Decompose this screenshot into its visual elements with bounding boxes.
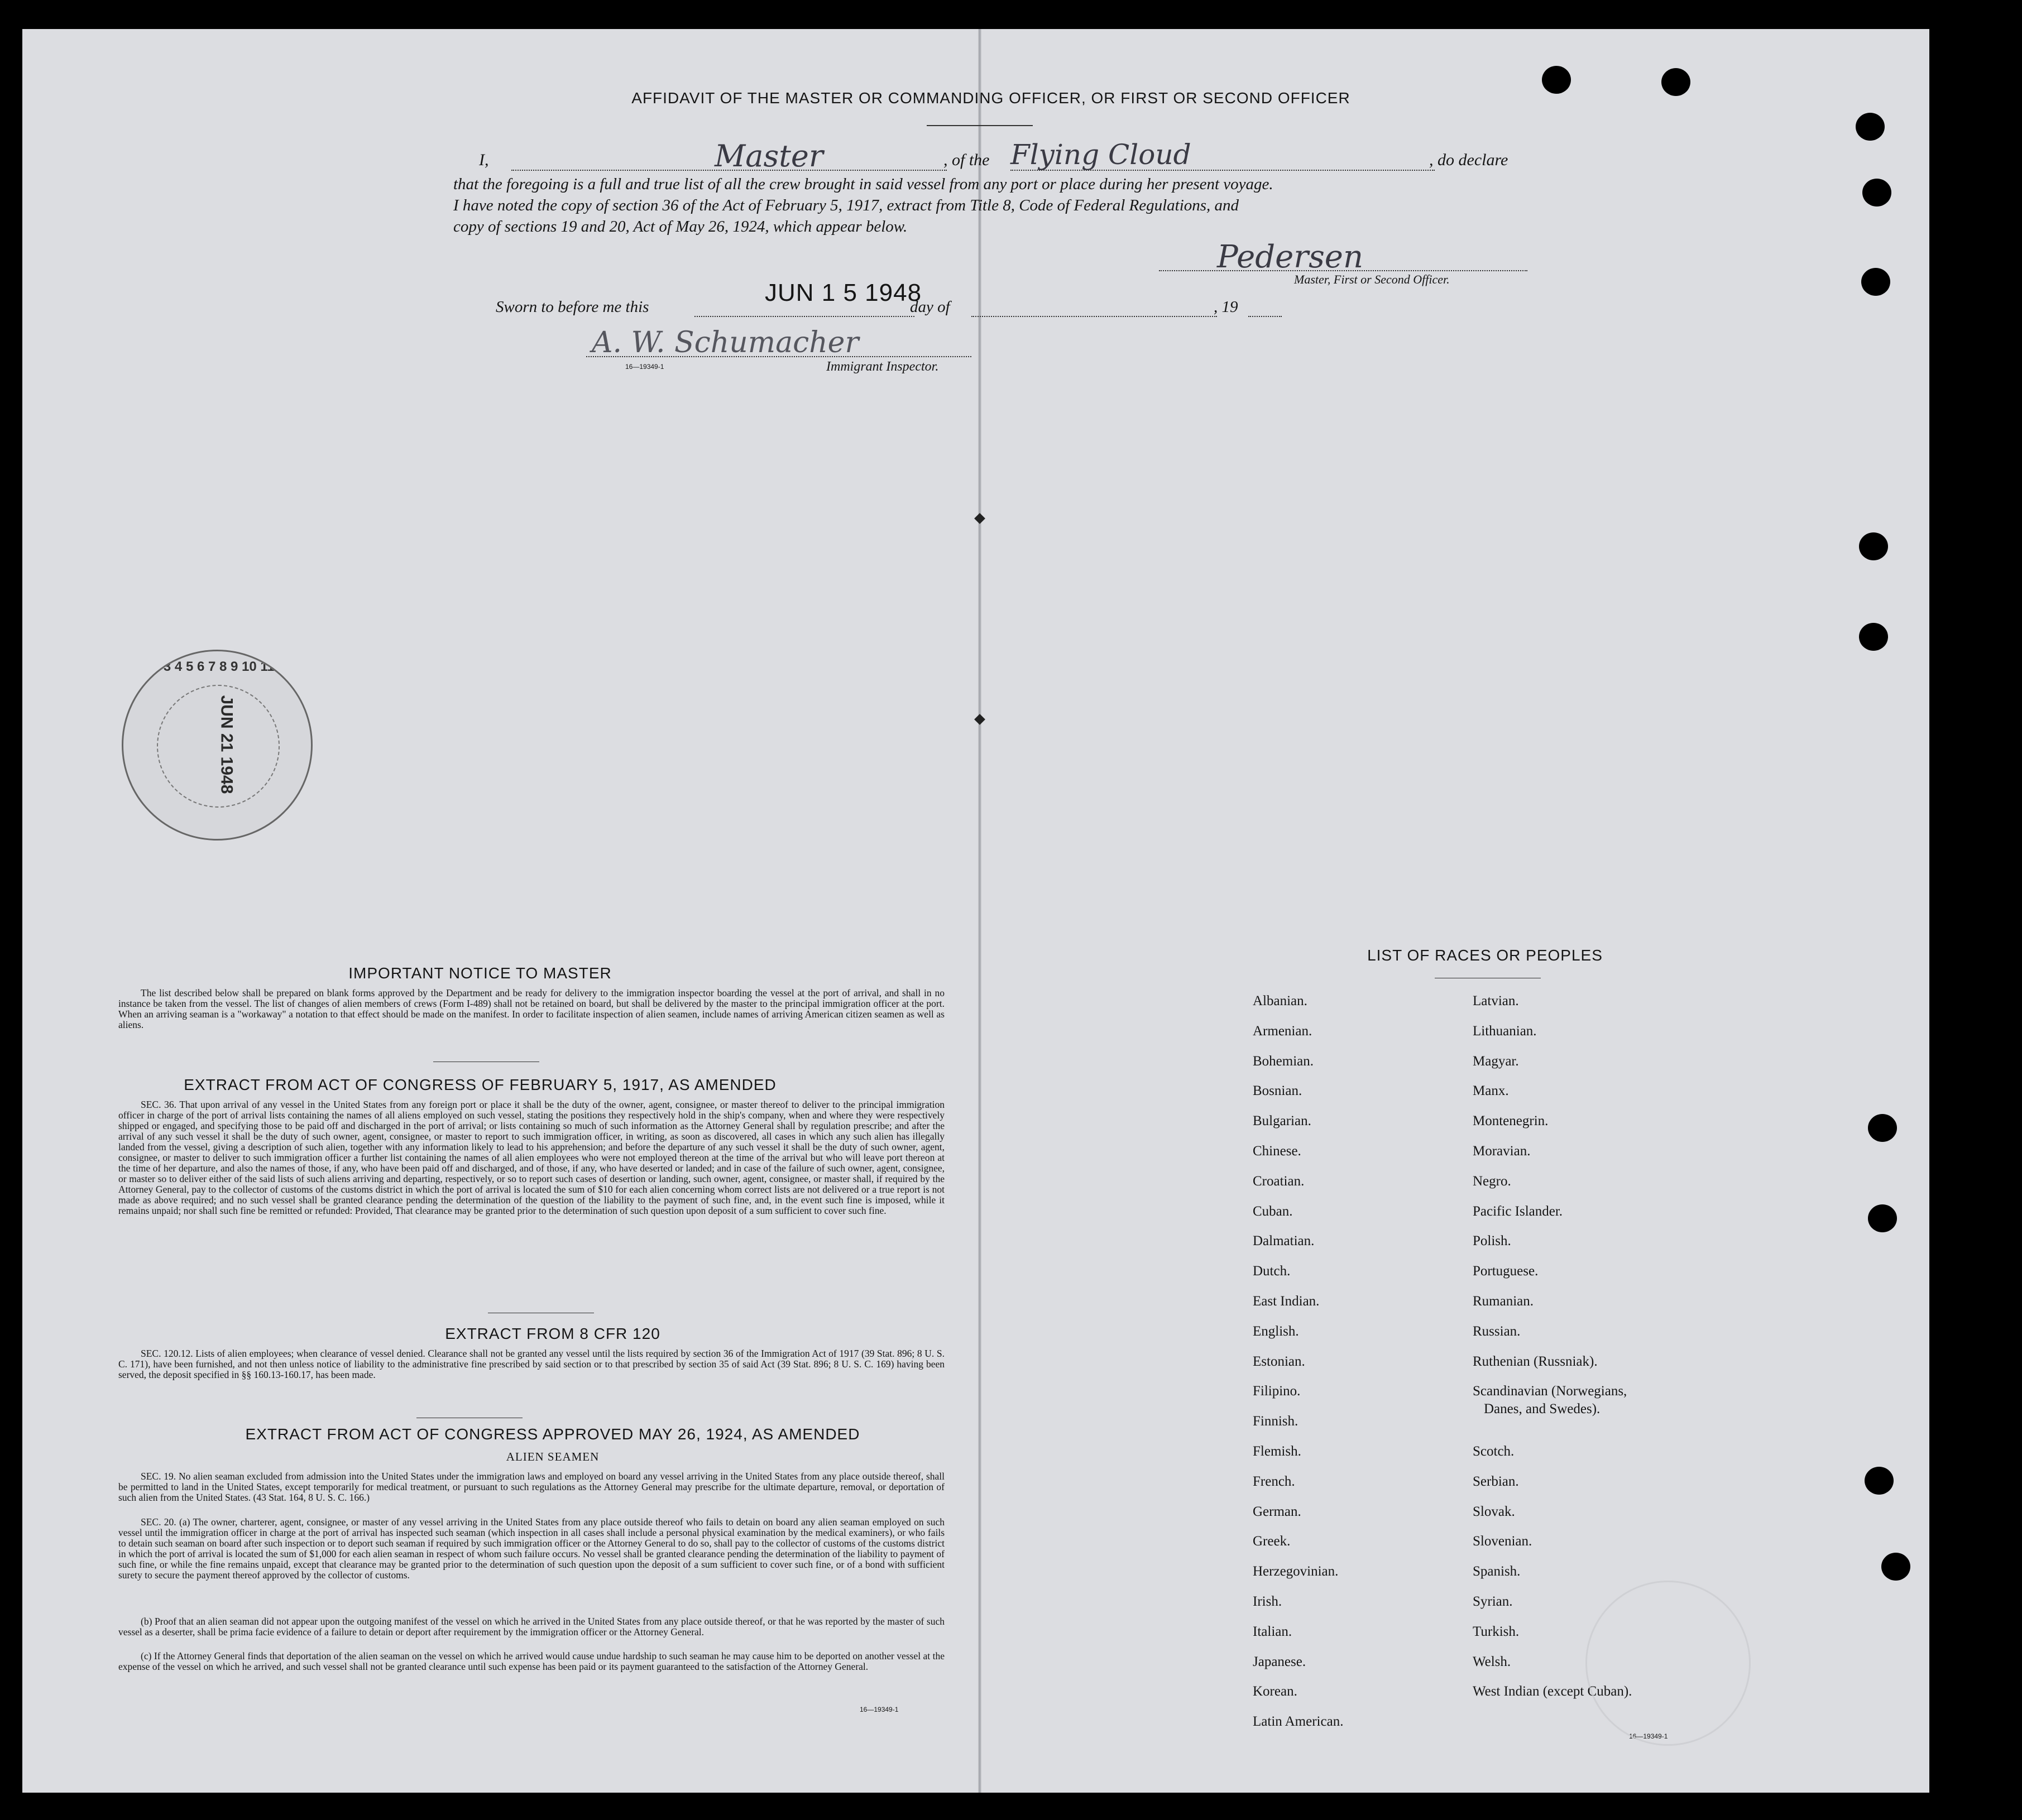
affidavit-line-4: copy of sections 19 and 20, Act of May 26, 1924, which appear below. <box>453 218 908 236</box>
race-item: Slovak. <box>1473 1504 1515 1519</box>
race-item: Armenian. <box>1253 1023 1312 1039</box>
race-item: Manx. <box>1473 1083 1509 1099</box>
race-item: German. <box>1253 1504 1301 1519</box>
officer-signature: Pedersen <box>1217 239 1364 275</box>
punch-hole <box>1542 66 1571 94</box>
punch-hole <box>1862 179 1891 207</box>
extract-form-number: 16—19349-1 <box>860 1706 899 1713</box>
race-item: Turkish. <box>1473 1624 1520 1639</box>
affidavit-title: AFFIDAVIT OF THE MASTER OR COMMANDING OFFICER, OR FIRST OR SECOND OFFICER <box>631 89 1350 107</box>
punch-hole <box>1861 268 1890 296</box>
master-handwritten: Master <box>715 138 823 174</box>
race-item: Korean. <box>1253 1684 1297 1699</box>
race-item: Filipino. <box>1253 1384 1301 1399</box>
race-item: Bulgarian. <box>1253 1113 1311 1129</box>
signature-line <box>1159 270 1527 271</box>
punch-hole <box>1856 113 1885 141</box>
race-item: Lithuanian. <box>1473 1023 1537 1039</box>
fold-mark <box>974 714 985 725</box>
stamp-date: JUN 21 1948 <box>217 695 236 794</box>
race-item: Italian. <box>1253 1624 1292 1639</box>
extract-cfr-title: EXTRACT FROM 8 CFR 120 <box>445 1325 660 1342</box>
race-item: French. <box>1253 1473 1295 1489</box>
race-item: Dalmatian. <box>1253 1233 1315 1249</box>
race-item: Slovenian. <box>1473 1534 1532 1549</box>
notice-title: IMPORTANT NOTICE TO MASTER <box>348 964 612 982</box>
race-item: Croatian. <box>1253 1173 1305 1189</box>
race-item: Herzegovinian. <box>1253 1564 1339 1579</box>
race-item: Moravian. <box>1473 1144 1531 1159</box>
day-of-text: day of <box>910 298 950 316</box>
race-item: Albanian. <box>1253 993 1307 1009</box>
race-item: Chinese. <box>1253 1144 1301 1159</box>
race-item: Portuguese. <box>1473 1264 1539 1279</box>
race-item: East Indian. <box>1253 1294 1320 1309</box>
race-item: Montenegrin. <box>1473 1113 1549 1129</box>
of-the-text: , of the <box>943 151 990 169</box>
extract-cfr-body: SEC. 120.12. Lists of alien employees; when clearance of vessel denied. Clearance shall not be granted any vessel until the lists required by section 36 of the Immigration Act of 1917 (39 Stat. 896; 8 U. S. C. 171), have been furnished, and not then unless notice of liability to the administrative fine prescribed by said section or to that prescribed by section 35 of said Act (39 Stat. 896; 8 U. S. C. 169) having been served, the deposit specified in §§ 160.13-160.17, has been made. <box>118 1348 945 1380</box>
punch-hole <box>1881 1553 1910 1581</box>
fold-mark <box>974 513 985 524</box>
race-item: Serbian. <box>1473 1473 1519 1489</box>
extract-1924-sec19: SEC. 19. No alien seaman excluded from admission into the United States under the immigration laws and employed on board any vessel arriving in the United States from any place outside thereof, shall be permitted to land in the United States, except temporarily for medical treatment, or pursuant to such regulations as the Attorney General may prescribe for the ultimate departure, removal, or deportation of such alien from the United States. (43 Stat. 164, 8 U. S. C. 166.) <box>118 1471 945 1503</box>
races-title: LIST OF RACES OR PEOPLES <box>1367 947 1603 964</box>
race-item: Polish. <box>1473 1233 1511 1249</box>
inspector-signature: A. W. Schumacher <box>592 326 859 359</box>
race-item: Danes, and Swedes). <box>1484 1401 1601 1417</box>
sworn-date-line <box>694 316 914 317</box>
extract-1924-subtitle: ALIEN SEAMEN <box>506 1450 600 1463</box>
extract-1924-sec20a: SEC. 20. (a) The owner, charterer, agent, consignee, or master of any vessel arriving in the United States from any place outside thereof who fails to detain on board any alien seaman employed on such vessel until the immigration officer in charge at the port of arrival has inspected such seaman (which inspection in all cases shall include a personal physical examination by the medical examiners), or who fails to detain such seaman on board after such inspection or to deport such seaman if required by such immigration officer or the Attorney General to do so, shall pay to the collector of customs of the customs district in which the port of arrival is located the sum of $1,000 for each alien seaman in respect of whom such failure occurs. No vessel shall be granted clearance pending the determination of the liability to payment of such fine, or while the fine remains unpaid, except that clearance may be granted prior to the determination of such question upon the deposit of a sum sufficient to cover such fine, or of a bond with sufficient surety to secure the payment thereof approved by the collector of customs. <box>118 1516 945 1581</box>
race-item: Finnish. <box>1253 1414 1299 1429</box>
race-item: Spanish. <box>1473 1564 1521 1579</box>
inspector-line <box>586 356 971 357</box>
race-item: Greek. <box>1253 1534 1291 1549</box>
punch-hole <box>1661 68 1690 96</box>
race-item: Dutch. <box>1253 1264 1291 1279</box>
race-item: Welsh. <box>1473 1654 1511 1669</box>
race-item: Latin American. <box>1253 1714 1344 1730</box>
received-date-stamp <box>122 650 313 841</box>
race-item: West Indian (except Cuban). <box>1473 1684 1632 1699</box>
vessel-handwritten: Flying Cloud <box>1010 138 1191 171</box>
punch-hole <box>1868 1204 1897 1232</box>
do-declare-text: , do declare <box>1429 151 1508 169</box>
race-item: Russian. <box>1473 1323 1521 1339</box>
race-item: Magyar. <box>1473 1053 1519 1069</box>
affidavit-i: I, <box>479 151 489 169</box>
races-form-number: 16—19349-1 <box>1629 1732 1668 1740</box>
race-item: Flemish. <box>1253 1444 1301 1459</box>
notice-body: The list described below shall be prepared on blank forms approved by the Department and be ready for delivery to the immigration inspector boarding the vessel at the port of arrival, and shall in no instance be taken from the vessel. The list of changes of alien members of crews (Form I-489) shall not be retained on board, but shall be delivered by the master to the principal immigration officer at the port. When an arriving seaman is a "workaway" a notation to that effect should be made on the manifest. In order to facilitate inspection of alien seamen, include names of arriving American citizen seamen as well as aliens. <box>118 987 945 1030</box>
race-item: Scandinavian (Norwegians, <box>1473 1384 1627 1399</box>
punch-hole <box>1859 623 1888 651</box>
signature-caption: Master, First or Second Officer. <box>1294 272 1450 286</box>
sworn-date-stamp: JUN 1 5 1948 <box>765 279 922 306</box>
year-prefix: , 19 <box>1214 298 1238 316</box>
race-item: Ruthenian (Russniak). <box>1473 1353 1598 1369</box>
form-sheet <box>22 29 1929 1793</box>
punch-hole <box>1859 532 1888 560</box>
race-item: Syrian. <box>1473 1594 1513 1609</box>
race-item: Bohemian. <box>1253 1053 1314 1069</box>
inspector-caption: Immigrant Inspector. <box>826 359 939 374</box>
race-item: Cuban. <box>1253 1203 1293 1219</box>
race-item: Bosnian. <box>1253 1083 1302 1099</box>
center-fold <box>978 29 981 1793</box>
year-line <box>1248 316 1282 317</box>
race-item: Scotch. <box>1473 1444 1515 1459</box>
race-item: English. <box>1253 1323 1299 1339</box>
race-item: Irish. <box>1253 1594 1282 1609</box>
race-item: Pacific Islander. <box>1473 1203 1563 1219</box>
form-number-small: 16—19349-1 <box>625 363 664 371</box>
affidavit-line-2: that the foregoing is a full and true list of all the crew brought in said vessel from any port or place during her present voyage. <box>453 175 1273 193</box>
extract-1924-sec20b: (b) Proof that an alien seaman did not appear upon the outgoing manifest of the vessel on which he arrived in the United States from any place outside thereof, or that he was reported by the master of such vessel as a deserter, shall be prima facie evidence of a failure to detain or deport after requirement by the immigration officer or the Attorney General. <box>118 1616 945 1637</box>
extract-1917-title: EXTRACT FROM ACT OF CONGRESS OF FEBRUARY 5, 1917, AS AMENDED <box>184 1076 777 1093</box>
race-item: Japanese. <box>1253 1654 1306 1669</box>
month-line <box>971 316 1217 317</box>
stamp-ring-numbers: 1 2 3 4 5 6 7 8 9 10 11 12 <box>141 659 294 674</box>
race-item: Rumanian. <box>1473 1294 1534 1309</box>
extract-1924-title: EXTRACT FROM ACT OF CONGRESS APPROVED MAY 26, 1924, AS AMENDED <box>245 1425 860 1443</box>
embossed-seal <box>1585 1581 1751 1746</box>
sworn-prefix: Sworn to before me this <box>496 298 649 316</box>
race-item: Estonian. <box>1253 1353 1305 1369</box>
affidavit-line-3: I have noted the copy of section 36 of the Act of February 5, 1917, extract from Title 8, Code of Federal Regulations, and <box>453 196 1239 214</box>
punch-hole <box>1865 1467 1894 1495</box>
race-item: Latvian. <box>1473 993 1519 1009</box>
extract-1917-body: SEC. 36. That upon arrival of any vessel in the United States from any foreign port or place it shall be the duty of the owner, agent, consignee, or master thereof to deliver to the principal immigration officer in charge of the port of arrival lists containing the names of all aliens employed on such vessel, stating the positions they respectively hold in the ship's company, when and where they were respectively shipped or engaged, and specifying those to be paid off and discharged in the port of arrival; or lists containing so much of such information as the Attorney General shall by regulation prescribe; and after the arrival of any such vessel it shall be the duty of such owner, agent, consignee, or master to report to such immigration officer, in writing, as soon as discovered, all cases in which any such alien has illegally landed from the vessel, giving a description of such alien, together with any information likely to lead to his apprehension; and before the departure of any such vessel it shall be the duty of such owner, agent, consignee, or master to deliver to such immigration officer a further list containing the names of all alien employees who were not employed thereon at the time of the arrival but who will leave port thereon at the time of her departure, and also the names of those, if any, who have been paid off and discharged, and of those, if any, who have deserted or landed; and in case of the failure of such owner, agent, consignee, or master so to deliver either of the said lists of such aliens arriving and departing, respectively, or so to report such cases of desertion or landing, such owner, agent, consignee, or master shall, if required by the Attorney General, pay to the collector of customs of the customs district in which the port of arrival is located the sum of $10 for each alien concerning whom correct lists are not delivered or a true report is not made as above required; and no such vessel shall be granted clearance pending the determination of the question of the liability to the payment of such fine, and, in the event such fine is imposed, while it remains unpaid; nor shall such fine be remitted or refunded: Provided, That clearance may be granted prior to the determination of such question upon deposit of a sum sufficient to cover such fine. <box>118 1099 945 1216</box>
extract-1924-sec20c: (c) If the Attorney General finds that deportation of the alien seaman on the vessel on which he arrived would cause undue hardship to such seaman he may cause him to be deported on another vessel at the expense of the vessel on which he arrived, and such vessel shall not be granted clearance until such expense has been paid or its payment guaranteed to the satisfaction of the Attorney General. <box>118 1650 945 1672</box>
race-item: Negro. <box>1473 1173 1511 1189</box>
punch-hole <box>1868 1114 1897 1142</box>
title-rule <box>927 125 1033 126</box>
